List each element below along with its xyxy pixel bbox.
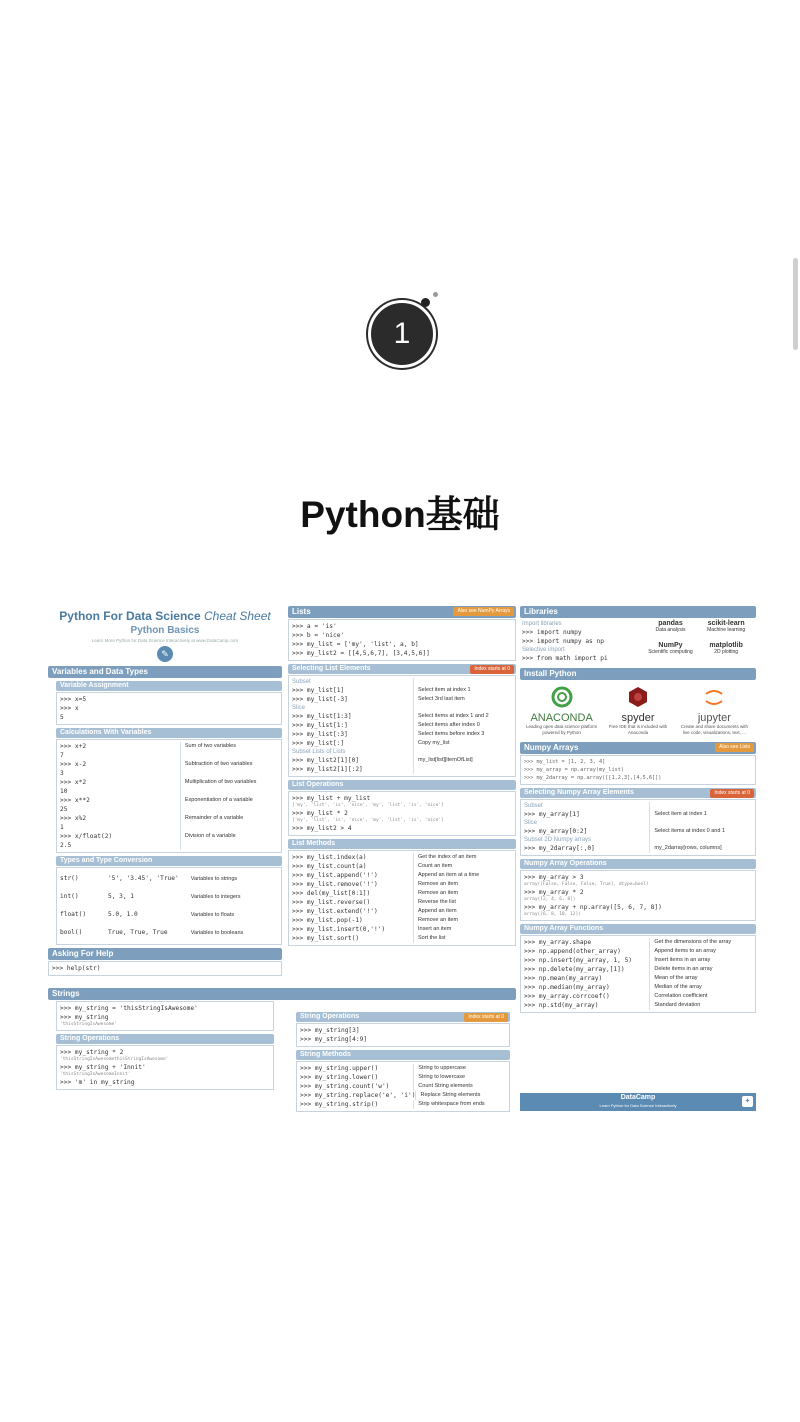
table-row (292, 748, 512, 756)
datacamp-footer (520, 1093, 756, 1111)
type-example: True, True, True (107, 929, 168, 936)
type-function: int() (60, 893, 79, 900)
column-2 (288, 603, 516, 948)
jupyter-desc: Create and share documents with live code, visualizations, text, ... (680, 724, 749, 735)
table-row (300, 1073, 506, 1082)
row-code: >>> my_list2[1][0] (292, 757, 360, 764)
table-row (292, 695, 512, 704)
code-line: >>> my_list * 2 (292, 810, 348, 817)
subsection-title: Selecting Numpy Array Elements (524, 789, 634, 796)
subsection-header: Calculations With Variables (56, 728, 282, 738)
type-example: 5.0, 1.0 (107, 911, 138, 918)
library-item (698, 642, 754, 661)
table-row (60, 760, 278, 778)
library-name: pandas (658, 620, 683, 627)
table-row (524, 992, 752, 1001)
table-row (292, 721, 512, 730)
sheet-title-main: Python For Data Science (59, 609, 201, 623)
code-output: 'thisStringIsAwesomethisStringIsAwesome' (60, 1057, 169, 1062)
row-description: Select items at index 0 and 1 (649, 827, 752, 836)
table-row (292, 898, 512, 907)
index-tag: Index starts at 0 (464, 1013, 508, 1022)
table-row (300, 1082, 506, 1091)
row-code: >>> my_list[1] (292, 687, 345, 694)
decor-dot (433, 292, 438, 297)
code-box (296, 1023, 510, 1047)
library-logos (643, 620, 754, 663)
row-description: Mean of the array (649, 974, 752, 983)
table-row (60, 870, 278, 888)
row-code: >>> x-2 3 (60, 761, 87, 777)
type-example: 5, 3, 1 (107, 893, 135, 900)
twitter-icon: ✦ (742, 1096, 753, 1107)
row-description: Select items at index 1 and 2 (413, 712, 512, 721)
code-box (520, 755, 756, 785)
row-description: Sort the list (413, 934, 512, 943)
row-code: >>> my_list.sort() (292, 935, 360, 942)
row-code: >>> my_list.append('!') (292, 872, 378, 879)
table-row (292, 907, 512, 916)
section-header: Variables and Data Types (48, 666, 282, 678)
jupyter-item (677, 686, 752, 736)
code-block: >>> a = 'is' >>> b = 'nice' >>> my_list = ['my', 'list', a, b] >>> my_list2 = [[4,5,6,7], [3,4,5,6]] (292, 623, 430, 657)
row-code: >>> my_string.lower() (300, 1074, 379, 1081)
code-block: >>> import numpy >>> import numpy as np (522, 629, 604, 645)
spyder-item (600, 686, 675, 736)
jupyter-name: jupyter (697, 712, 731, 724)
scrollbar[interactable] (793, 258, 798, 350)
type-example: '5', '3.45', 'True' (107, 875, 179, 882)
row-description: Correlation coefficient (649, 992, 752, 1001)
table-row (60, 832, 278, 850)
row-description: Count String elements (413, 1082, 506, 1091)
code-output: 'thisStringIsAwesome' (60, 1022, 117, 1027)
row-description: Multiplication of two variables (180, 778, 278, 796)
table-row (524, 802, 752, 810)
step-number: 1 (368, 300, 436, 368)
row-description: Division of a variable (180, 832, 278, 850)
jupyter-icon (703, 686, 725, 708)
row-description: Reverse the list (413, 898, 512, 907)
row-code: >>> my_list.extend('!') (292, 908, 378, 915)
code-line: >>> my_array * 2 (524, 889, 584, 896)
table-row (524, 844, 752, 853)
code-block: >>> my_list = [1, 2, 3, 4] >>> my_array = np.array(my_list) >>> my_2darray = np.array([[1,2,3],[4,5,6]]) (524, 759, 662, 781)
code-line: >>> my_array > 3 (524, 874, 584, 881)
section-title: Numpy Arrays (524, 743, 579, 752)
row-description (413, 704, 512, 712)
code-box (520, 870, 756, 921)
code-block: >>> help(str) (52, 965, 101, 972)
row-code: >>> my_string.count('w') (300, 1083, 390, 1090)
subsection-title: Selecting List Elements (292, 665, 371, 672)
row-code: >>> x/float(2) 2.5 (60, 833, 113, 849)
subsection-header (520, 788, 756, 798)
step-badge (366, 292, 442, 368)
string-methods-table (296, 1061, 510, 1112)
library-desc: Machine learning (707, 627, 746, 633)
table-row (524, 827, 752, 836)
type-function: float() (60, 911, 87, 918)
table-row (60, 906, 278, 924)
decor-dot (421, 298, 430, 307)
row-code: >>> my_list[1:3] (292, 713, 352, 720)
column-1 (48, 603, 282, 978)
row-code: >>> x*2 10 (60, 779, 87, 795)
types-table (56, 867, 282, 945)
page-title: Python基础 (300, 494, 500, 535)
table-row (292, 889, 512, 898)
row-code: >>> np.std(my_array) (524, 1002, 599, 1009)
row-description (413, 678, 512, 686)
subsection-header: Variable Assignment (56, 681, 282, 691)
row-code: >>> my_list[1:] (292, 722, 348, 729)
install-panel (520, 680, 756, 736)
code-block: >>> my_string = 'thisStringIsAwesome' >>> my_string (60, 1005, 198, 1021)
row-code: >>> my_array[1] (524, 811, 580, 818)
calc-table (56, 739, 282, 853)
row-description: my_2darray[rows, columns] (649, 844, 752, 853)
library-desc: Data analysis (655, 627, 686, 633)
row-description: Select items before index 3 (413, 730, 512, 739)
row-description: Append an item at a time (413, 871, 512, 880)
subsection-header: Types and Type Conversion (56, 856, 282, 866)
library-name: scikit-learn (707, 620, 745, 627)
row-code: >>> my_array[0:2] (524, 828, 588, 835)
row-description: Get the index of an item (413, 853, 512, 862)
row-description: my_list[list][itemOfList] (413, 756, 512, 765)
library-name: NumPy (658, 641, 683, 649)
row-code: >>> del(my_list[0:1]) (292, 890, 371, 897)
see-also-tag: Also see NumPy Arrays (453, 607, 514, 616)
section-header (520, 742, 756, 754)
row-description: Delete items in an array (649, 965, 752, 974)
sheet-title-italic: Cheat Sheet (204, 609, 271, 623)
code-output: ['my', 'list', 'is', 'nice', 'my', 'list', 'is', 'nice'] (292, 803, 444, 808)
subsection-header (288, 664, 516, 674)
code-output: array([False, False, False, True], dtype=bool) (524, 882, 649, 887)
row-description: Sum of two variables (180, 742, 278, 760)
row-description: String to uppercase (413, 1064, 506, 1073)
code-block: >>> my_string[3] >>> my_string[4:9] (300, 1027, 368, 1043)
row-description: Copy my_list (413, 739, 512, 748)
row-code: >>> my_list[:3] (292, 731, 348, 738)
row-code: >>> np.insert(my_array, 1, 5) (524, 957, 633, 964)
index-tag: Index starts at 0 (470, 665, 514, 674)
table-row (292, 739, 512, 748)
library-item (698, 620, 754, 639)
code-block: >>> from math import pi (522, 655, 608, 662)
table-row (292, 756, 512, 765)
anaconda-desc: Leading open data science platform powered by Python (525, 724, 598, 735)
library-item (643, 642, 699, 661)
spyder-icon (627, 686, 649, 708)
table-row (300, 1064, 506, 1073)
row-description: Select item at index 1 (413, 686, 512, 695)
table-row (60, 796, 278, 814)
see-also-tag: Also see Lists (715, 743, 754, 752)
row-code: >>> my_list[-3] (292, 696, 348, 703)
row-code: >>> np.mean(my_array) (524, 975, 603, 982)
row-description: Remove an item (413, 889, 512, 898)
row-description: Get the dimensions of the array (649, 938, 752, 947)
spyder-name: spyder (621, 712, 655, 724)
type-description: Variables to integers (190, 894, 241, 900)
library-desc: Scientific computing (648, 648, 693, 655)
anaconda-name: ANACONDA (530, 712, 593, 724)
type-function: bool() (60, 929, 83, 936)
row-code: >>> my_list.index(a) (292, 854, 367, 861)
code-box (56, 1045, 274, 1090)
row-description (649, 802, 752, 810)
code-output: 'thisStringIsAwesomeInnit' (60, 1072, 131, 1077)
row-description: String to lowercase (413, 1073, 506, 1082)
table-row (524, 836, 752, 844)
code-output: array([2, 4, 6, 8]) (524, 897, 576, 902)
table-row (292, 704, 512, 712)
row-description: Standard deviation (649, 1001, 752, 1010)
type-function: str() (60, 875, 79, 882)
subsection-title: String Operations (300, 1013, 360, 1020)
type-description: Variables to strings (190, 876, 238, 882)
code-line: >>> 'm' in my_string (60, 1079, 135, 1086)
row-code: >>> np.append(other_array) (524, 948, 621, 955)
code-line: >>> my_list2 > 4 (292, 825, 352, 832)
row-description: Select 3rd last item (413, 695, 512, 704)
row-code: Slice (524, 820, 538, 826)
type-description: Variables to booleans (190, 930, 244, 936)
index-tag: Index starts at 0 (710, 789, 754, 798)
row-code: >>> my_2darray[:,0] (524, 845, 595, 852)
row-code: >>> x%2 1 (60, 815, 87, 831)
table-row (60, 742, 278, 760)
table-row (292, 925, 512, 934)
table-row (292, 730, 512, 739)
row-description: Select items after index 0 (413, 721, 512, 730)
table-row (292, 765, 512, 774)
code-output: array([6, 8, 10, 12]) (524, 912, 581, 917)
table-row (292, 934, 512, 943)
row-code: Subset (292, 679, 311, 685)
section-title: Lists (292, 607, 311, 616)
import-label: Selective import (522, 647, 565, 653)
section-header: Libraries (520, 606, 756, 618)
table-row (60, 924, 278, 942)
row-code: Subset Lists of Lists (292, 749, 346, 755)
row-code: >>> np.median(my_array) (524, 984, 610, 991)
subsection-header: List Methods (288, 839, 516, 849)
subsection-header: List Operations (288, 780, 516, 790)
library-name: matplotlib (709, 641, 743, 649)
table-row (300, 1100, 506, 1109)
table-row (292, 712, 512, 721)
list-methods-table (288, 850, 516, 946)
code-line: >>> my_array + np.array([5, 6, 7, 8]) (524, 904, 662, 911)
row-code: Subset (524, 803, 543, 809)
row-code: >>> np.delete(my_array,[1]) (524, 966, 625, 973)
type-description: Variables to floats (190, 912, 235, 918)
table-row (524, 1001, 752, 1010)
row-code: Subset 2D Numpy arrays (524, 837, 592, 843)
row-code: >>> x**2 25 (60, 797, 90, 813)
section-header: Install Python (520, 668, 756, 680)
row-code: >>> my_list.pop(-1) (292, 917, 363, 924)
section-header: Strings (48, 988, 516, 1000)
code-box (56, 1001, 274, 1031)
row-description (649, 836, 752, 844)
row-code: Slice (292, 705, 306, 711)
table-row (524, 983, 752, 992)
import-label: Import libraries (522, 621, 562, 627)
row-description: Exponentiation of a variable (180, 796, 278, 814)
row-description (649, 819, 752, 827)
row-description: Count an item (413, 862, 512, 871)
code-box (288, 619, 516, 661)
table-row (524, 810, 752, 819)
spyder-desc: Free IDE that is included with Anaconda (608, 724, 668, 735)
row-description: Remove an item (413, 916, 512, 925)
code-line: >>> my_string + 'Innit' (60, 1064, 146, 1071)
table-row (524, 974, 752, 983)
row-description: Subtraction of two variables (180, 760, 278, 778)
row-description: Select item at index 1 (649, 810, 752, 819)
strings-section (48, 985, 516, 1114)
row-description: Remainder of a variable (180, 814, 278, 832)
column-3 (520, 603, 756, 1015)
row-code: >>> my_string.strip() (300, 1101, 379, 1108)
code-box (48, 961, 282, 976)
footer-tagline: Learn Python for Data Science Interactively (599, 1103, 677, 1108)
table-row (524, 965, 752, 974)
cheat-sheet-image (46, 603, 758, 1113)
table-row (60, 888, 278, 906)
row-code: >>> my_string.upper() (300, 1065, 379, 1072)
row-code: >>> my_list.remove('!') (292, 881, 378, 888)
datacamp-logo-icon: ✎ (157, 646, 173, 662)
subsection-header: Numpy Array Functions (520, 924, 756, 934)
subsection-header: String Methods (296, 1050, 510, 1060)
row-code: >>> my_list[:] (292, 740, 345, 747)
sheet-subtitle: Python Basics (130, 625, 200, 636)
table-row (292, 871, 512, 880)
row-code: >>> x+2 7 (60, 743, 87, 759)
row-code: >>> my_list.reverse() (292, 899, 371, 906)
row-code: >>> my_array.corrcoef() (524, 993, 610, 1000)
table-row (300, 1091, 506, 1100)
sheet-title (48, 609, 282, 623)
footer-brand: DataCamp (620, 1094, 656, 1101)
table-row (60, 814, 278, 832)
table-row (524, 819, 752, 827)
numpy-select-table (520, 799, 756, 856)
table-row (524, 938, 752, 947)
library-item (643, 620, 699, 639)
row-description: Append an item (413, 907, 512, 916)
table-row (292, 862, 512, 871)
anaconda-item (524, 686, 599, 736)
row-description: Insert items in an array (649, 956, 752, 965)
row-description: Remove an item (413, 880, 512, 889)
numpy-functions-table (520, 935, 756, 1013)
table-row (524, 947, 752, 956)
table-row (292, 853, 512, 862)
library-desc: 2D plotting (714, 648, 739, 655)
row-code: >>> my_list.count(a) (292, 863, 367, 870)
select-table (288, 675, 516, 777)
table-row (292, 686, 512, 695)
code-box (56, 692, 282, 725)
row-code: >>> my_array.shape (524, 939, 592, 946)
subsection-header (296, 1012, 510, 1022)
table-row (60, 778, 278, 796)
section-header: Asking For Help (48, 948, 282, 960)
row-description (413, 765, 512, 774)
table-row (524, 956, 752, 965)
subsection-header: Numpy Array Operations (520, 859, 756, 869)
code-block: >>> x=5 >>> x 5 (60, 696, 87, 721)
row-code: >>> my_list2[1][:2] (292, 766, 363, 773)
row-description: Replace String elements (415, 1091, 506, 1100)
subsection-header: String Operations (56, 1034, 274, 1044)
row-code: >>> my_list.insert(0,'!') (292, 926, 386, 933)
row-description: Median of the array (649, 983, 752, 992)
code-line: >>> my_string * 2 (60, 1049, 124, 1056)
section-header (288, 606, 516, 618)
table-row (292, 880, 512, 889)
libraries-panel (520, 618, 756, 665)
code-line: >>> my_list + my_list (292, 795, 371, 802)
row-description: Strip whitespace from ends (413, 1100, 506, 1109)
row-description (413, 748, 512, 756)
sheet-note: Learn More Python for Data Science Interactively at www.DataCamp.com (91, 638, 239, 643)
anaconda-icon (551, 686, 573, 708)
code-box (288, 791, 516, 836)
row-description: Insert an item (413, 925, 512, 934)
table-row (292, 678, 512, 686)
row-code: >>> my_string.replace('e', 'i') (300, 1092, 416, 1099)
code-output: ['my', 'list', 'is', 'nice', 'my', 'list', 'is', 'nice'] (292, 818, 444, 823)
row-description: Append items to an array (649, 947, 752, 956)
table-row (292, 916, 512, 925)
